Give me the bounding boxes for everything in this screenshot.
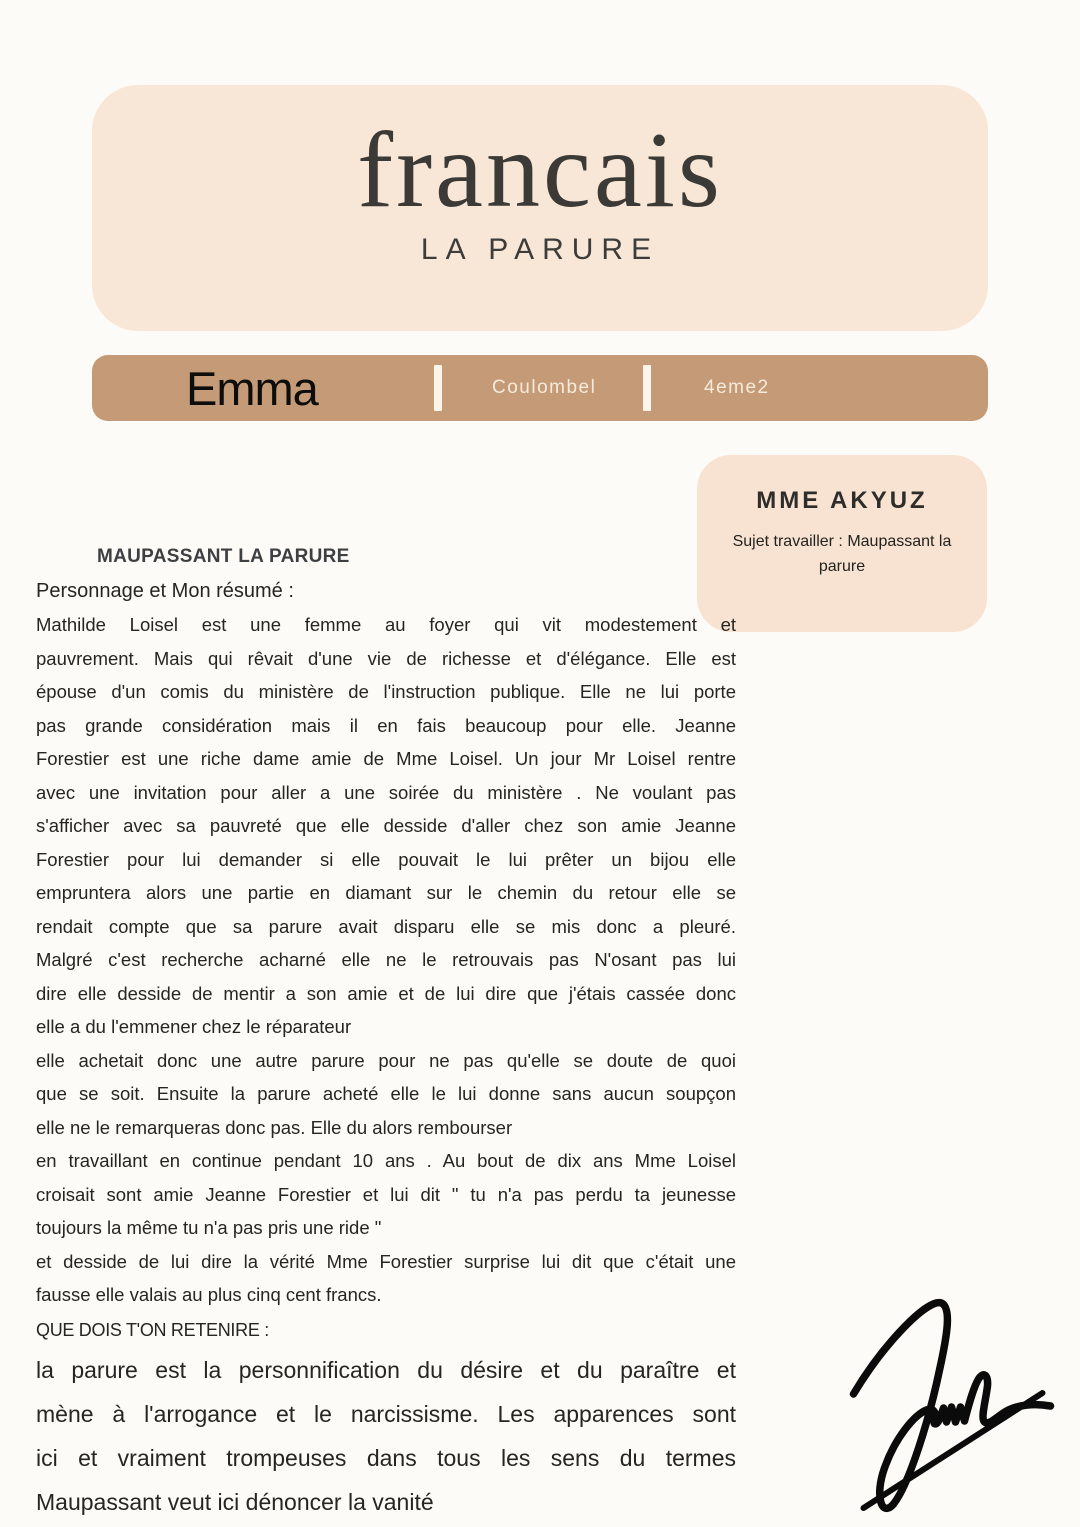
text-line: Mathilde Loisel est une femme au foyer qui vit modestement et	[36, 614, 736, 635]
student-last-name: Coulombel	[492, 377, 597, 398]
course-title: francais	[357, 111, 723, 230]
text-line: elle achetait donc une autre parure pour ne pas qu'elle se doute de quoi	[36, 1049, 736, 1071]
divider	[643, 365, 651, 411]
text-line: pas grande considération mais il en fais beaucoup pour elle. Jeanne	[36, 714, 736, 736]
teacher-box	[697, 455, 987, 632]
subject-label: Sujet travailler : Maupassant la parure	[732, 533, 952, 575]
text-line: elle a du l'emmener chez le réparateur	[36, 1016, 352, 1037]
summary-subheading: Personnage et Mon résumé :	[36, 580, 294, 602]
text-line: Malgré c'est recherche acharné elle ne le retrouvais pas N'osant pas lui	[36, 949, 736, 970]
work-title: LA PARURE	[420, 233, 660, 266]
text-line: que se soit. Ensuite la parure acheté elle le lui donne sans aucun soupçon	[36, 1083, 736, 1104]
teacher-name: MME AKYUZ	[756, 487, 928, 514]
summary-paragraph	[36, 608, 736, 1312]
text-line: empruntera alors une partie en diamant sur le chemin du retour elle se	[36, 882, 736, 903]
text-line: ici et vraiment trompeuses dans tous les sens du termes	[36, 1444, 736, 1471]
class-name: 4eme2	[704, 377, 770, 398]
header-banner	[92, 85, 988, 331]
text-line: la parure est la personnification du désire et du paraître et	[36, 1356, 736, 1383]
student-first-name: Emma	[186, 362, 318, 415]
conclusion-paragraph	[36, 1348, 736, 1524]
main-text-column	[36, 540, 736, 1524]
text-line: dire elle desside de mentir a son amie et de lui dire que j'étais cassée donc	[36, 982, 736, 1004]
student-name-bar	[92, 355, 988, 421]
text-line: fausse elle valais au plus cinq cent francs.	[36, 1284, 382, 1305]
text-line: Forestier est une riche dame amie de Mme Loisel. Un jour Mr Loisel rentre	[36, 748, 736, 769]
text-line: croisait sont amie Jeanne Forestier et lui dit " tu n'a pas perdu ta jeunesse	[36, 1183, 736, 1205]
document-heading: MAUPASSANT LA PARURE	[97, 546, 350, 567]
signature-icon	[838, 1272, 1066, 1522]
text-line: rendait compte que sa parure avait disparu elle se mis donc a pleuré.	[36, 915, 736, 937]
text-line: elle ne le remarqueras donc pas. Elle du alors rembourser	[36, 1116, 513, 1138]
text-line: toujours la même tu n'a pas pris une ride "	[36, 1217, 382, 1238]
text-line: Maupassant veut ici dénoncer la vanité	[36, 1488, 434, 1515]
text-line: avec une invitation pour aller a une soirée du ministère . Ne voulant pas	[36, 781, 736, 803]
text-line: pauvrement. Mais qui rêvait d'une vie de richesse et d'élégance. Elle est	[36, 647, 736, 669]
text-line: s'afficher avec sa pauvreté que elle desside d'aller chez son amie Jeanne	[36, 815, 736, 836]
text-line: épouse d'un comis du ministère de l'instruction publique. Elle ne lui porte	[36, 681, 736, 702]
text-line: en travaillant en continue pendant 10 ans . Au bout de dix ans Mme Loisel	[36, 1150, 736, 1171]
retain-heading: QUE DOIS T'ON RETENIRE :	[36, 1319, 269, 1340]
divider	[434, 365, 442, 411]
text-line: et desside de lui dire la vérité Mme Forestier surprise lui dit que c'était une	[36, 1250, 736, 1272]
text-line: Forestier pour lui demander si elle pouvait le lui prêter un bijou elle	[36, 848, 736, 870]
text-line: mène à l'arrogance et le narcissisme. Les apparences sont	[36, 1400, 736, 1427]
